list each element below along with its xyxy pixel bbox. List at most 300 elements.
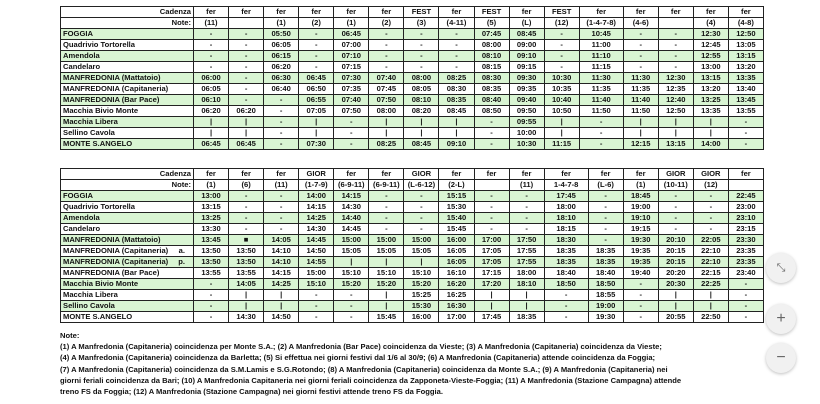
time-cell: - [728,301,763,312]
time-cell: 10:30 [509,139,544,150]
time-cell: 14:25 [264,279,299,290]
stop-name [61,312,194,323]
time-cell: - [474,191,509,202]
time-cell: 14:50 [264,312,299,323]
time-cell: - [544,62,579,73]
time-cell: 06:20 [229,106,264,117]
stop-name [61,235,194,246]
time-cell: 08:30 [439,84,474,95]
time-cell: | [334,257,369,268]
time-cell: 15:45 [439,224,474,235]
note-ref-cell: (L-6-12) [404,180,439,191]
table-row [61,40,764,51]
time-cell: - [544,51,579,62]
time-cell: 18:40 [544,268,588,279]
time-cell: 17:05 [474,246,509,257]
time-cell: 19:30 [623,235,658,246]
time-cell: 09:35 [509,84,544,95]
cadenza-cell: fer [439,169,474,180]
time-cell: | [474,301,509,312]
stop-name [61,191,194,202]
note-ref-cell: (1) [194,180,229,191]
stop-label: MANFREDONIA (Capitaneria) [63,84,169,93]
cadenza-cell: fer [693,7,728,18]
time-cell: - [194,62,229,73]
stop-label: MANFREDONIA (Capitaneria) [63,246,169,255]
time-cell: 16:20 [439,279,474,290]
table-row [61,246,764,257]
time-cell: 15:30 [404,301,439,312]
stop-name [61,246,194,257]
time-cell: - [194,29,229,40]
time-cell: 17:55 [509,257,544,268]
time-cell: 13:25 [194,213,229,224]
time-cell: 14:30 [334,202,369,213]
time-cell: 16:05 [439,246,474,257]
time-cell: 06:45 [229,139,264,150]
time-cell: - [369,29,404,40]
time-cell: 17:50 [509,235,544,246]
time-cell: - [579,139,623,150]
time-cell: 18:55 [588,290,623,301]
time-cell: 14:00 [693,139,728,150]
time-cell: 14:15 [334,191,369,202]
time-cell: 22:10 [693,257,728,268]
stop-label: Sellino Cavola [63,301,115,310]
note-ref-cell: (11) [509,180,544,191]
table-row [61,301,764,312]
time-cell: 09:55 [509,117,544,128]
time-cell: - [334,117,369,128]
cadenza-cell: fer [264,169,299,180]
time-cell: 22:50 [693,312,728,323]
time-cell: | [658,128,693,139]
time-cell: 15:10 [369,268,404,279]
time-cell: | [623,117,658,128]
cadenza-cell: fer [194,7,229,18]
time-cell: 14:45 [299,235,334,246]
time-cell: 13:05 [728,40,763,51]
cadenza-cell: FEST [404,7,439,18]
time-cell: 19:30 [588,312,623,323]
time-cell: - [299,62,334,73]
cadenza-cell: fer [299,7,334,18]
stop-name [61,301,194,312]
cadenza-cell: fer [579,7,623,18]
table-row [61,224,764,235]
time-cell: - [544,301,588,312]
time-cell: - [229,73,264,84]
note-line: treno FS da Foggia; (12) A Manfredonia (Stazione Campagna) nei giorni festivi attende treno FS da Foggia. [60,387,443,397]
time-cell: 23:10 [728,213,763,224]
time-cell: 11:30 [623,73,658,84]
time-cell: - [299,51,334,62]
time-cell: - [728,128,763,139]
time-cell: 15:20 [334,279,369,290]
time-cell: - [544,312,588,323]
time-cell: ■ [229,235,264,246]
time-cell: | [369,290,404,301]
time-cell: 18:40 [588,268,623,279]
time-cell: - [623,40,658,51]
time-cell: 15:20 [369,279,404,290]
time-cell: | [369,117,404,128]
stop-name [61,62,194,73]
stop-label: Amendola [63,51,100,60]
time-cell: | [544,128,579,139]
stop-suffix: a. [178,246,185,255]
time-cell: - [728,312,763,323]
time-cell: - [299,301,334,312]
time-cell: 19:00 [588,301,623,312]
time-cell: 20:55 [658,312,693,323]
time-cell: - [264,95,299,106]
stop-name [61,202,194,213]
note-ref-cell: (1) [334,18,369,29]
minus-icon: − [776,349,786,366]
time-cell: 14:10 [264,257,299,268]
time-cell: - [728,117,763,128]
time-cell: - [229,62,264,73]
stop-name [61,106,194,117]
stop-label: Macchia Libera [63,290,118,299]
time-cell: 16:25 [439,290,474,301]
note-ref-cell: (6-9-11) [334,180,369,191]
stop-name [61,279,194,290]
time-cell: 13:35 [728,73,763,84]
time-cell: 08:20 [404,106,439,117]
cadenza-cell: fer [334,7,369,18]
note-ref-cell [474,180,509,191]
time-cell: 14:55 [299,257,334,268]
time-cell: 11:40 [579,95,623,106]
time-cell: - [623,29,658,40]
note-ref-cell: (3) [404,18,439,29]
stop-label: MANFREDONIA (Bar Pace) [63,95,160,104]
time-cell: | [658,290,693,301]
time-cell: 13:20 [693,84,728,95]
zoom-in-button[interactable] [766,304,796,334]
time-cell: 11:15 [579,62,623,73]
time-cell: - [299,312,334,323]
time-cell: 16:30 [439,301,474,312]
time-cell: 14:05 [264,235,299,246]
time-cell: 15:05 [369,246,404,257]
timetable-morning [60,6,764,150]
time-cell: 19:00 [623,202,658,213]
stop-name [61,139,194,150]
note-ref-cell: (6-9-11) [369,180,404,191]
time-cell: 06:05 [194,84,229,95]
time-cell: - [474,139,509,150]
time-cell: 09:30 [509,73,544,84]
time-cell: - [544,40,579,51]
time-cell: - [264,128,299,139]
time-cell: 19:15 [623,224,658,235]
time-cell: | [404,117,439,128]
time-cell: 23:35 [728,257,763,268]
cadenza-cell: fer [474,169,509,180]
time-cell: 11:50 [623,106,658,117]
stop-label: FOGGIA [63,191,93,200]
cadenza-row [61,169,764,180]
time-cell: 07:30 [334,73,369,84]
cadenza-cell: fer [264,7,299,18]
time-cell: - [229,191,264,202]
table-row [61,268,764,279]
time-cell: 06:15 [264,51,299,62]
time-cell: - [229,213,264,224]
time-cell: 19:40 [623,268,658,279]
table-row [61,62,764,73]
time-cell: - [439,29,474,40]
time-cell: 11:00 [579,40,623,51]
time-cell: - [404,213,439,224]
time-cell: - [404,40,439,51]
time-cell: 13:55 [194,268,229,279]
time-cell: | [658,301,693,312]
time-cell: 18:30 [544,235,588,246]
time-cell: 22:10 [693,246,728,257]
table-row [61,290,764,301]
time-cell: - [623,301,658,312]
zoom-out-button[interactable] [766,343,796,373]
time-cell: - [439,62,474,73]
time-cell: 18:45 [623,191,658,202]
time-cell: | [544,117,579,128]
table-row [61,29,764,40]
time-cell: 14:25 [299,213,334,224]
time-cell: - [194,51,229,62]
time-cell: 12:30 [693,29,728,40]
table-row [61,279,764,290]
time-cell: 18:00 [509,268,544,279]
time-cell: | [194,117,229,128]
time-cell: 12:40 [658,95,693,106]
stop-name [61,213,194,224]
cadenza-cell: fer [588,169,623,180]
time-cell: 17:00 [439,312,474,323]
note-ref-cell: (L-6) [588,180,623,191]
time-cell: - [369,62,404,73]
time-cell: - [194,301,229,312]
time-cell: 15:00 [404,235,439,246]
time-cell: - [693,202,728,213]
time-cell: 05:50 [264,29,299,40]
time-cell: | [509,290,544,301]
time-cell: 08:45 [509,29,544,40]
stop-name [61,128,194,139]
time-cell: | [229,117,264,128]
time-cell: | [693,301,728,312]
cadenza-cell: fer [623,7,658,18]
stop-name [61,29,194,40]
cadenza-label: Cadenza [61,7,194,18]
cadenza-cell: fer [623,169,658,180]
cadenza-cell: fer [229,169,264,180]
time-cell: 11:40 [623,95,658,106]
time-cell: 07:15 [334,62,369,73]
stop-label: Sellino Cavola [63,128,115,137]
time-cell: 17:20 [474,279,509,290]
time-cell: | [299,117,334,128]
time-cell: 06:20 [264,62,299,73]
time-cell: - [369,51,404,62]
table-row [61,213,764,224]
time-cell: 11:50 [579,106,623,117]
time-cell: 11:35 [579,84,623,95]
cadenza-cell: GIOR [658,169,693,180]
time-cell: 06:20 [194,106,229,117]
time-cell: 13:50 [194,257,229,268]
time-cell: 07:40 [334,95,369,106]
time-cell: - [404,51,439,62]
note-ref-cell: 1-4-7-8 [544,180,588,191]
time-cell: 17:00 [474,235,509,246]
time-cell: - [334,301,369,312]
note-ref-cell: (2) [369,18,404,29]
notes-heading: Note: [60,331,80,340]
time-cell: 20:30 [658,279,693,290]
time-cell: - [474,202,509,213]
time-cell: 16:10 [439,268,474,279]
time-cell: 17:45 [474,312,509,323]
time-cell: 15:00 [334,235,369,246]
time-cell: | [404,257,439,268]
time-cell: 15:10 [404,268,439,279]
time-cell: - [588,213,623,224]
time-cell: 22:25 [693,279,728,290]
time-cell: 23:15 [728,224,763,235]
time-cell: - [369,202,404,213]
time-cell: 14:40 [334,213,369,224]
time-cell: - [509,191,544,202]
time-cell: - [264,202,299,213]
time-cell: 11:35 [623,84,658,95]
time-cell: 10:50 [544,106,579,117]
time-cell: - [658,51,693,62]
time-cell: - [369,224,404,235]
table-row [61,117,764,128]
time-cell: 07:35 [334,84,369,95]
time-cell: 13:15 [658,139,693,150]
time-cell: 12:45 [693,40,728,51]
time-cell: - [623,312,658,323]
time-cell: - [728,290,763,301]
table-row [61,257,764,268]
note-ref-cell: (1) [264,18,299,29]
time-cell: - [544,290,588,301]
time-cell: 13:45 [194,235,229,246]
stop-label: MANFREDONIA (Mattatoio) [63,235,161,244]
time-cell: 08:00 [404,73,439,84]
time-cell: 09:50 [509,106,544,117]
time-cell: 13:00 [693,62,728,73]
time-cell: 06:45 [299,73,334,84]
time-cell: 13:55 [229,268,264,279]
time-cell: 07:10 [334,51,369,62]
time-cell: 22:15 [693,268,728,279]
time-cell: 13:15 [194,202,229,213]
time-cell: | [369,257,404,268]
note-ref-cell: (L) [509,18,544,29]
time-cell: - [369,213,404,224]
time-cell: - [509,224,544,235]
time-cell: 12:50 [728,29,763,40]
time-cell: - [658,191,693,202]
time-cell: - [299,40,334,51]
stop-label: Macchia Bivio Monte [63,279,139,288]
time-cell: - [229,202,264,213]
time-cell: 07:05 [299,106,334,117]
time-cell: | [439,117,474,128]
table-row [61,106,764,117]
time-cell: 20:15 [658,246,693,257]
stop-label: Candelaro [63,62,101,71]
time-cell: 07:30 [299,139,334,150]
time-cell: 15:15 [439,191,474,202]
time-cell: 14:50 [299,246,334,257]
time-cell: 13:00 [194,191,229,202]
stop-label: Macchia Libera [63,117,118,126]
time-cell: - [299,290,334,301]
time-cell: 18:50 [588,279,623,290]
time-cell: 16:05 [439,257,474,268]
table-row [61,84,764,95]
note-ref-cell: (4-11) [439,18,474,29]
time-cell: - [229,95,264,106]
time-cell: 06:55 [299,95,334,106]
time-cell: - [264,213,299,224]
time-cell: 08:10 [404,95,439,106]
time-cell: 14:00 [299,191,334,202]
time-cell: 14:45 [334,224,369,235]
time-cell: | [623,128,658,139]
note-ref-cell: (1-4-7-8) [579,18,623,29]
time-cell: 18:10 [509,279,544,290]
time-cell: 18:35 [588,257,623,268]
time-cell: 18:35 [544,246,588,257]
note-ref-cell: (2-L) [439,180,474,191]
time-cell: 07:50 [369,95,404,106]
table-row [61,191,764,202]
note-line: (7) A Manfredonia (Capitaneria) coincidenza da S.M.Lamis e S.G.Rotondo; (8) A Manfredonia (Capitaneria) coincidenza da Monte S.A.; (9) A Manfredonia (Capitaneria) nei [60,364,668,374]
time-cell: - [588,202,623,213]
time-cell: - [658,202,693,213]
time-cell: - [693,224,728,235]
time-cell: 17:45 [544,191,588,202]
table-row [61,235,764,246]
fit-to-page-button[interactable] [766,253,796,283]
time-cell: - [229,224,264,235]
time-cell: 19:35 [623,246,658,257]
cadenza-row [61,7,764,18]
time-cell: 10:40 [544,95,579,106]
stop-label: Quadrivio Tortorella [63,202,136,211]
time-cell: - [229,84,264,95]
time-cell: 17:05 [474,257,509,268]
table-row [61,95,764,106]
note-ref-cell: (10-11) [658,180,693,191]
time-cell: 19:35 [623,257,658,268]
time-cell: | [658,117,693,128]
stop-label: Amendola [63,213,100,222]
cadenza-cell: fer [369,169,404,180]
stop-label: MONTE S.ANGELO [63,139,133,148]
cadenza-cell: fer [229,7,264,18]
cadenza-cell: fer [194,169,229,180]
time-cell: 14:15 [264,268,299,279]
